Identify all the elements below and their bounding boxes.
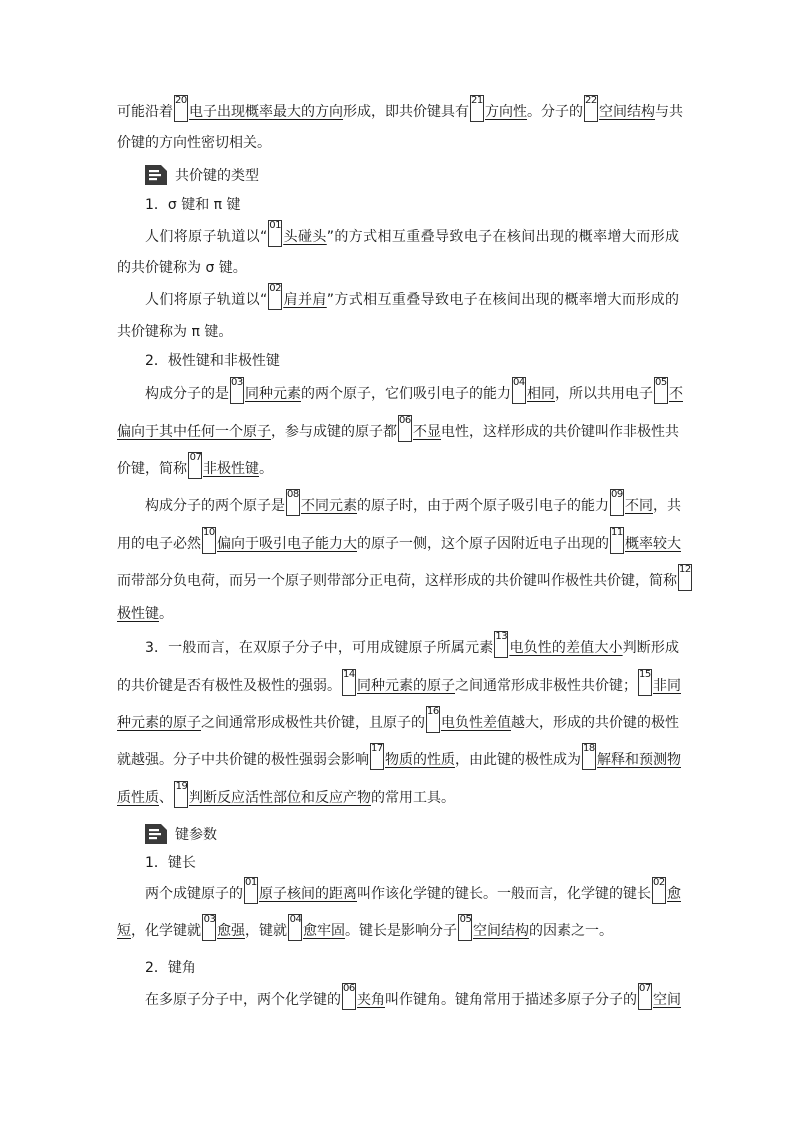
text-line (117, 743, 679, 777)
answer-text: 不同 (625, 498, 653, 514)
text-run: 。分子的 (527, 104, 583, 120)
answer-number: 07 (639, 983, 651, 994)
text-run: 。 (159, 606, 173, 622)
text-line (145, 220, 679, 254)
section-heading-icon (145, 165, 167, 185)
answer-number-box (426, 706, 440, 733)
answer-text: 偏向于吸引电子能力大 (217, 536, 357, 552)
answer-text: 愈强 (217, 923, 245, 939)
answer-number-box (610, 527, 624, 554)
answer-text: 不显 (413, 424, 441, 440)
answer-number-box (268, 283, 282, 310)
text-line (117, 706, 679, 740)
answer-number: 06 (343, 983, 355, 994)
answer-number-box (678, 564, 692, 591)
text-line (145, 188, 679, 222)
answer-number-box (188, 452, 202, 479)
text-run: 价键，简称 (117, 461, 187, 477)
text-run: ，由此键的极性成为 (455, 752, 581, 768)
answer-text: 非极性键 (203, 461, 259, 477)
text-line (117, 95, 683, 129)
answer-number: 01 (269, 220, 281, 231)
answer-number-box (268, 220, 282, 247)
answer-number: 19 (175, 781, 188, 792)
text-run: 。键长是影响分子 (345, 923, 457, 939)
answer-text: 不同元素 (301, 498, 357, 514)
text-line (117, 914, 679, 948)
answer-number-box (652, 877, 666, 904)
answer-text: 质性质 (117, 790, 159, 806)
answer-text: 非同 (653, 678, 681, 694)
text-line (145, 877, 679, 911)
text-run: 叫作键角。键角常用于描述多原子分子的 (385, 992, 637, 1008)
text-run: ，共 (653, 498, 681, 514)
answer-text: 种元素的原子 (117, 715, 201, 731)
answer-number: 08 (287, 489, 299, 500)
answer-number-box (638, 983, 652, 1010)
answer-number: 12 (679, 564, 691, 575)
text-run: 叫作该化学键的键长。一般而言，化学键的键长 (357, 886, 651, 902)
answer-number-box (174, 95, 188, 122)
answer-text: 同种元素的原子 (357, 678, 455, 694)
answer-number-box (638, 669, 652, 696)
answer-text: 电负性差值 (441, 715, 511, 731)
text-run: 构成分子的是 (145, 386, 229, 402)
text-run: 人们将原子轨道以“ (145, 292, 268, 308)
answer-text: 偏向于其中任何一个原子 (117, 424, 271, 440)
answer-number-box (174, 781, 188, 808)
text-line (145, 344, 679, 378)
answer-text: 头碰头 (283, 229, 327, 245)
answer-number-box (458, 914, 472, 941)
answer-text: 解释和预测物 (597, 752, 681, 768)
text-run: 就越强。分子中共价键的极性强弱会影响 (117, 752, 369, 768)
text-run: 之间通常形成非极性共价键； (455, 678, 637, 694)
text-run: 1．σ 键和 π 键 (145, 197, 241, 213)
text-run: 1．键长 (145, 855, 196, 871)
answer-number-box (244, 877, 258, 904)
text-line (145, 951, 679, 985)
text-run: 、 (159, 790, 173, 806)
answer-text: 方向性 (485, 104, 527, 120)
answer-number-box (286, 489, 300, 516)
text-run: 用的电子必然 (117, 536, 201, 552)
text-line (117, 781, 679, 815)
answer-number-box (342, 983, 356, 1010)
answer-number: 01 (245, 877, 257, 888)
text-run: 2．极性键和非极性键 (145, 353, 280, 369)
answer-text: 空间结构 (473, 923, 529, 939)
text-run: 的两个原子，它们吸引电子的能力 (301, 386, 511, 402)
answer-number-box (654, 377, 668, 404)
text-line (117, 126, 679, 160)
answer-number: 21 (471, 95, 483, 106)
answer-number: 20 (175, 95, 187, 106)
answer-number: 17 (371, 743, 383, 754)
answer-text: 物质的性质 (385, 752, 455, 768)
text-run: 共价键称为 π 键。 (117, 324, 233, 340)
answer-number-box (370, 743, 384, 770)
section-heading-icon (145, 824, 167, 844)
answer-text: 短 (117, 923, 131, 939)
text-run: 判断形成 (622, 640, 680, 656)
text-run: ，参与成键的原子都 (271, 424, 397, 440)
answer-text: 电负性的差值大小 (509, 640, 623, 656)
answer-number-box (342, 669, 356, 696)
text-line (145, 631, 679, 665)
answer-text: 愈牢固 (303, 923, 345, 939)
text-run: 。 (259, 461, 273, 477)
answer-text: 夹角 (357, 992, 385, 1008)
text-line (117, 597, 679, 631)
answer-number: 11 (611, 527, 623, 538)
text-run: ”方式相互重叠导致电子在核间出现的概率增大而形成的 (326, 292, 679, 308)
answer-text: 空间结构 (599, 104, 655, 120)
text-line (117, 415, 679, 449)
answer-number: 02 (269, 283, 281, 294)
text-run: 而带部分负电荷，而另一个原子则带部分正电荷，这样形成的共价键叫作极性共价键，简称 (117, 573, 677, 589)
answer-number: 14 (343, 669, 355, 680)
answer-number: 03 (231, 377, 243, 388)
answer-text: 同种元素 (245, 386, 301, 402)
text-run: 价键的方向性密切相关。 (117, 135, 271, 151)
text-line (117, 452, 679, 486)
answer-number-box (610, 489, 624, 516)
text-line (117, 527, 679, 561)
answer-number: 09 (611, 489, 623, 500)
answer-text: 概率较大 (625, 536, 681, 552)
answer-number-box (398, 415, 412, 442)
text-run: 两个成键原子的 (145, 886, 243, 902)
answer-number: 22 (585, 95, 597, 106)
answer-number-box (470, 95, 484, 122)
text-run: 构成分子的两个原子是 (145, 498, 285, 514)
answer-text: 原子核间的距离 (259, 886, 357, 902)
answer-text: 愈 (667, 886, 681, 902)
section-title: 共价键的类型 (175, 168, 259, 184)
answer-number-box (582, 743, 596, 770)
text-run: 人们将原子轨道以“ (145, 229, 268, 245)
text-line (145, 846, 679, 880)
text-line (117, 564, 691, 598)
answer-number: 04 (289, 914, 302, 925)
answer-text: 极性键 (117, 606, 159, 622)
text-run: 与共 (655, 104, 683, 120)
text-run: 的常用工具。 (371, 790, 455, 806)
answer-number: 07 (189, 452, 202, 463)
text-run: 3．一般而言，在双原子分子中，可用成键原子所属元素 (145, 640, 494, 656)
text-run: ，化学键就 (131, 923, 201, 939)
text-run: 可能沿着 (117, 104, 173, 120)
text-run: 电性，这样形成的共价键叫作非极性共 (441, 424, 679, 440)
text-run: 的因素之一。 (529, 923, 613, 939)
answer-text: 肩并肩 (283, 292, 327, 308)
text-run: 的共价键是否有极性及极性的强弱。 (117, 678, 341, 694)
answer-number: 06 (399, 415, 411, 426)
text-line (145, 377, 683, 411)
text-run: 之间通常形成极性共价键，且原子的 (201, 715, 425, 731)
answer-number: 02 (653, 877, 665, 888)
text-run: ，键就 (245, 923, 287, 939)
answer-number-box (230, 377, 244, 404)
text-line (145, 983, 679, 1017)
text-run: 越大，形成的共价键的极性 (511, 715, 679, 731)
answer-number: 18 (583, 743, 595, 754)
text-line (117, 669, 679, 703)
answer-number: 10 (203, 527, 215, 538)
text-line (117, 251, 679, 285)
answer-number: 16 (427, 706, 439, 717)
answer-number-box (512, 377, 526, 404)
text-run: 形成，即共价键具有 (343, 104, 469, 120)
text-line (145, 283, 679, 317)
answer-number: 04 (513, 377, 525, 388)
text-run: 的共价键称为 σ 键。 (117, 260, 247, 276)
answer-text: 判断反应活性部位和反应产物 (189, 790, 371, 806)
answer-text: 空间 (653, 992, 681, 1008)
text-run: 2．键角 (145, 960, 196, 976)
answer-number: 05 (655, 377, 667, 388)
answer-text: 电子出现概率最大的方向 (189, 104, 343, 120)
text-run: 的原子一侧，这个原子因附近电子出现的 (357, 536, 609, 552)
answer-number-box (584, 95, 598, 122)
text-run: ，所以共用电子 (555, 386, 653, 402)
answer-text: 不 (669, 386, 683, 402)
answer-text: 相同 (527, 386, 555, 402)
answer-number: 03 (203, 914, 216, 925)
answer-number-box (202, 527, 216, 554)
text-run: 在多原子分子中，两个化学键的 (145, 992, 341, 1008)
answer-number: 13 (495, 631, 508, 642)
text-run: ”的方式相互重叠导致电子在核间出现的概率增大而形成 (326, 229, 679, 245)
answer-number-box (288, 914, 302, 941)
answer-number-box (202, 914, 216, 941)
answer-number: 05 (459, 914, 472, 925)
section-title: 键参数 (175, 827, 217, 843)
answer-number: 15 (639, 669, 651, 680)
answer-number-box (494, 631, 508, 658)
text-line (145, 489, 679, 523)
text-run: 的原子时，由于两个原子吸引电子的能力 (357, 498, 609, 514)
